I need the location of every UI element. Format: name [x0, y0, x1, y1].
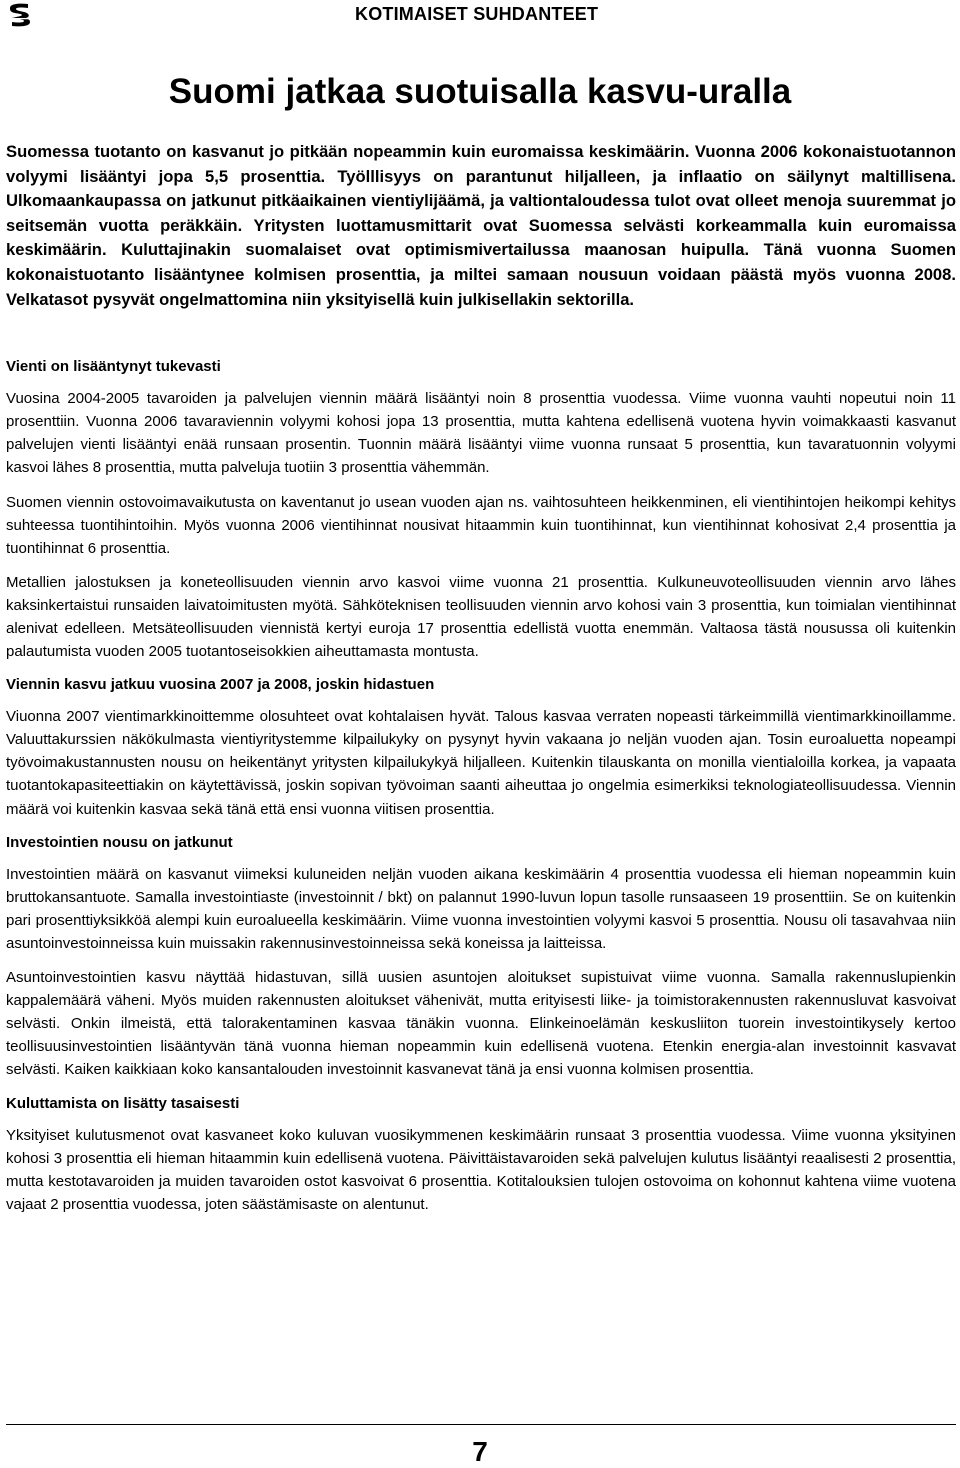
section-header: KOTIMAISET SUHDANTEET	[355, 4, 599, 24]
page-number: 7	[472, 1436, 488, 1467]
body-paragraph: Metallien jalostuksen ja koneteollisuuden viennin arvo kasvoi viime vuonna 21 prosenttia. Kulkuneuvoteollisuuden viennin arvo lähes kaksinkertaistui runsaiden laivatoimitusten myötä. Sähköteknisen teollisuuden viennin arvo kohosi vain 3 prosenttia, kun toimialan vientihinnat alenivat edelleen. Metsäteollisuuden viennistä kertyi euroja 17 prosenttia edellistä vuotta enemmän. Valtaosa tästä nousussa oli kuitenkin palautumista vuoden 2005 tuotantoseisokkien aiheuttamasta montusta.	[6, 573, 956, 661]
body-paragraph: Yksityiset kulutusmenot ovat kasvaneet koko kuluvan vuosikymmenen keskimäärin runsaat 3 prosenttia vuodessa. Viime vuonna yksityinen kohosi 3 prosenttia eli hieman hitaammin kuin edellisenä vuotena. Päivittäistavaroiden sekä palvelujen kulutus lisääntyi reaalisesti 2 prosenttia, mutta kestotavaroiden ja muiden tavaroiden ostot kasvoivat 6 prosenttia. Kotitalouksien tulojen ostovoima on kohonnut kahtena viime vuotena vajaat 2 prosenttia vuodessa, joten säästämisaste on alentunut.	[6, 1126, 956, 1213]
body-paragraph: Vuosina 2004-2005 tavaroiden ja palvelujen viennin määrä lisääntyi noin 8 prosenttia vuodessa. Viime vuonna vauhti nopeutui noin 11 prosenttiin. Vuonna 2006 tavaraviennin volyymi kohosi jopa 13 prosenttia, mutta kahtena edellisenä vuotena hyvin voimakkaasti kasvanut palvelujen vienti lisääntyi enää runsaan prosentin. Tuonnin määrä lisääntyi viime vuonna runsaat 5 prosenttia, kun tavaratuonnin volyymi kasvoi lähes 8 prosenttia, mutta palveluja tuotiin 3 prosenttia vähemmän.	[6, 390, 956, 477]
section-heading: Viennin kasvu jatkuu vuosina 2007 ja 2008, joskin hidastuen	[6, 676, 435, 694]
footer-divider	[6, 1424, 956, 1425]
article-body	[6, 140, 956, 1216]
section-heading: Investointien nousu on jatkunut	[6, 833, 233, 851]
body-paragraph: Investointien määrä on kasvanut viimeksi kuluneiden neljän vuoden aikana keskimäärin 4 prosenttia vuodessa eli hieman nopeammin kuin bruttokansantuote. Samalla investointiaste (investoinnit / bkt) on palannut 1990-luvun lopun tasolle runsaaseen 19 prosenttiin. Se on kuitenkin pari prosenttiyksikköä alempi kuin euroalueella keskimäärin. Viime vuonna investointien volyymi kasvoi 5 prosenttia. Nousu oli tasavahvaa niin asuntoinvestoinneissa kuin muissakin rakennusinvestoinneissa sekä koneissa ja laitteissa.	[6, 865, 956, 952]
body-paragraph: Viuonna 2007 vientimarkkinoittemme olosuhteet ovat kohtalaisen hyvät. Talous kasvaa verraten nopeasti tärkeimmillä vientimarkkinoillamme. Valuuttakurssien näkökulmasta vientiyritystemme kilpailukyky on pysynyt hyvin vakaana jo neljän vuoden ajan. Tosin euroaluetta nopeampi työvoimakustannusten nousu on heikentänyt yritysten kilpailukykyä hiljalleen. Kuitenkin tilauskanta on monilla vientialoilla korkea, ja vapaata tuotantokapasiteettiakin on käytettävissä, joskin sopivan työvoiman saanti aiheuttaa jo ongelmia esimerkiksi teknologiateollisuudessa. Viennin määrä voi kuitenkin kasvaa sekä tänä että ensi vuonna viitisen prosenttia.	[6, 708, 956, 818]
section-heading: Vienti on lisääntynyt tukevasti	[6, 358, 221, 376]
section-sign-logo-icon	[6, 2, 34, 28]
article-title: Suomi jatkaa suotuisalla kasvu-uralla	[168, 72, 792, 111]
body-paragraph: Suomen viennin ostovoimavaikutusta on kaventanut jo usean vuoden ajan ns. vaihtosuhteen heikkenminen, eli vientihintojen heikompi kehitys suhteessa tuontihintoihin. Myös vuonna 2006 vientihinnat nousivat hitaammin kuin tuontihinnat, kun vientihinnat kohosivat 2,4 prosenttia ja tuontihinnat 6 prosenttia.	[6, 493, 956, 557]
lead-paragraph: Suomessa tuotanto on kasvanut jo pitkään nopeammin kuin euromaissa keskimäärin. Vuonna 2006 kokonaistuotannon volyymi lisääntyi jopa 5,5 prosenttia. Työlllisyys on parantunut hiljalleen, ja inflaatio on säilynyt maltillisena. Ulkomaankaupassa on jatkunut pitkäaikainen vientiylijäämä, ja valtiontaloudessa tulot ovat olleet menoja suuremmat jo seitsemän vuotta peräkkäin. Yritysten luottamusmittarit ovat Suomessa selvästi korkeammalla kuin euromaissa keskimäärin. Kuluttajinakin suomalaiset ovat optimismivertailussa maanosan huipulla. Tänä vuonna Suomen kokonaistuotanto lisääntynee kolmisen prosenttia, ja miltei samaan nousuun voidaan päästä myös vuonna 2008. Velkatasot pysyvät ongelmattomina niin yksityisellä kuin julkisellakin sektorilla.	[6, 142, 956, 309]
body-paragraph: Asuntoinvestointien kasvu näyttää hidastuvan, sillä uusien asuntojen aloitukset supistuivat viime vuonna. Samalla rakennuslupienkin kappalemäärä väheni. Myös muiden rakennusten aloitukset vähenivät, mutta erityisesti liike- ja toimistorakennusten rakennusluvat kasvoivat selvästi. Onkin ilmeistä, että talorakentaminen kasvaa tänäkin vuonna. Elinkeinoelämän keskusliiton tuorein investointikysely kertoo teollisuusinvestointien lisääntyvän tänä vuonna hieman nopeammin kuin edellisenä vuotena. Etenkin energia-alan investoinnit kasvavat selvästi. Kaiken kaikkiaan koko kansantalouden investoinnit kasvanevat tänä ja ensi vuonna kolmisen prosenttia.	[6, 969, 956, 1079]
section-heading: Kuluttamista on lisätty tasaisesti	[6, 1094, 240, 1112]
